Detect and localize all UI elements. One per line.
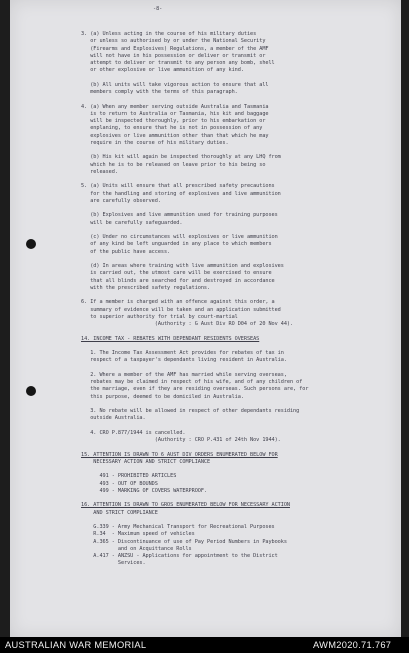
text-line: is carried out, the utmost care will be exercised to ensure <box>81 270 272 277</box>
footer-accession: AWM2020.71.767 <box>313 640 392 650</box>
text-line: (d) In areas where training with live ammunition and explosives <box>81 263 284 269</box>
text-line: 16. ATTENTION IS DRAWN TO GROS ENUMERATED BELOW FOR NECESSARY ACTION <box>81 502 290 509</box>
text-line: rebates may be claimed in respect of his wife, and of any children of <box>81 379 303 385</box>
text-line: 15. ATTENTION IS DRAWN TO 6 AUST DIV ORDERS ENUMERATED BELOW FOR <box>81 451 278 458</box>
text-line: or unless so authorised by or under the National Security <box>81 38 266 45</box>
page-number: -8- <box>153 6 163 12</box>
text-line: will not have in his possession or deliver or transmit or <box>81 52 266 59</box>
text-line: 4. (a) When any member serving outside Australia and Tasmania <box>81 103 269 110</box>
punch-hole-bottom <box>26 386 36 396</box>
text-line: respect of a taxpayer's dependants living resident in Australia. <box>81 357 287 364</box>
text-line: for the handling and storing of explosives and live ammunition <box>81 190 281 197</box>
text-line: require in the course of his military duties. <box>81 139 229 146</box>
text-line: outside Australia. <box>81 415 146 422</box>
text-line: which he is to be released on leave prior to his being so <box>81 161 266 168</box>
text-line: 499 - MARKING OF COVERS WATERPROOF. <box>81 487 207 494</box>
text-line: 14. INCOME TAX - REBATES WITH DEPENDANT RESIDENTS OVERSEAS <box>81 335 260 342</box>
text-line: R.34 - Maximum speed of vehicles <box>81 531 195 538</box>
text-line: of any kind be left unguarded in any place to which members <box>81 241 272 248</box>
text-line: 2. Where a member of the AMF has married while serving overseas, <box>81 371 287 378</box>
text-line: or other explosive or live ammunition of any kind. <box>81 67 244 74</box>
text-line: that all blinds are searched for and destroyed in accordance <box>81 277 275 284</box>
text-line: Services. <box>81 560 146 567</box>
document-page <box>10 0 401 637</box>
text-line: are carefully observed. <box>81 197 161 204</box>
text-line: released. <box>81 168 118 175</box>
text-line: the marriage, even if they are residing overseas. Such persons are, for <box>81 386 309 393</box>
text-line: attempt to deliver or transmit to any person any bomb, shell <box>81 60 275 66</box>
text-line: members comply with the terms of this paragraph. <box>81 89 238 95</box>
punch-hole-top <box>26 239 36 249</box>
text-line: A.417 - ANZSU - Applications for appointment to the District <box>81 553 278 559</box>
text-line: (Authority : G Aust Div RO D04 of 20 Nov 44). <box>81 321 294 327</box>
text-line: (b) His kit will again be inspected thoroughly at any LHQ from <box>81 154 281 161</box>
footer-credit: AUSTRALIAN WAR MEMORIAL <box>5 640 147 650</box>
text-line: (Authority : CRO P.431 of 24th Nov 1944). <box>81 437 281 443</box>
text-line: G.339 - Army Mechanical Transport for Recreational Purposes <box>81 524 275 530</box>
text-line: AND STRICT COMPLIANCE <box>81 509 158 516</box>
text-line: is to return to Australia or Tasmania, his kit and baggage <box>81 110 269 117</box>
text-line: 4. CRO P.877/1944 is cancelled. <box>81 429 186 436</box>
text-line: 491 - PROHIBITED ARTICLES <box>81 473 177 480</box>
text-line: (b) All units will take vigorous action to ensure that all <box>81 81 269 88</box>
text-line: (b) Explosives and live ammunition used for training purposes <box>81 212 278 219</box>
text-line: will be carefully safeguarded. <box>81 219 183 226</box>
text-line: 5. (a) Units will ensure that all prescribed safety precautions <box>81 183 275 190</box>
text-line: (c) Under no circumstances will explosives or live ammunition <box>81 234 278 240</box>
text-line: 3. No rebate will be allowed in respect of other dependants residing <box>81 408 300 414</box>
text-line: enplaning, to ensure that he is not in possession of any <box>81 125 263 132</box>
text-line: with the prescribed safety regulations. <box>81 284 211 291</box>
text-line: NECESSARY ACTION AND STRICT COMPLIANCE <box>81 458 211 465</box>
text-line: 6. If a member is charged with an offence against this order, a <box>81 299 275 306</box>
text-line: A.365 - Discontinuance of use of Pay Period Numbers in Paybooks <box>81 538 287 545</box>
text-line: summary of evidence will be taken and an application submitted <box>81 306 281 313</box>
text-line: 493 - OUT OF BOUNDS <box>81 480 158 487</box>
text-line: to superior authority for trial by court-martial <box>81 313 238 320</box>
text-line: explosives or live ammunition other than that which he may <box>81 132 269 139</box>
text-line: of the public have access. <box>81 248 171 255</box>
text-line: 1. The Income Tax Assessment Act provides for rebates of tax in <box>81 350 284 356</box>
text-line: 3. (a) Unless acting in the course of his military duties <box>81 31 257 37</box>
text-line: will be inspected thoroughly, prior to his embarkation or <box>81 118 266 124</box>
text-line: (Firearms and Explosives) Regulations, a member of the AMF <box>81 45 269 52</box>
text-line: this purpose, deemed to be domiciled in Australia. <box>81 393 244 400</box>
text-line: and on Acquittance Rolls <box>81 545 192 552</box>
